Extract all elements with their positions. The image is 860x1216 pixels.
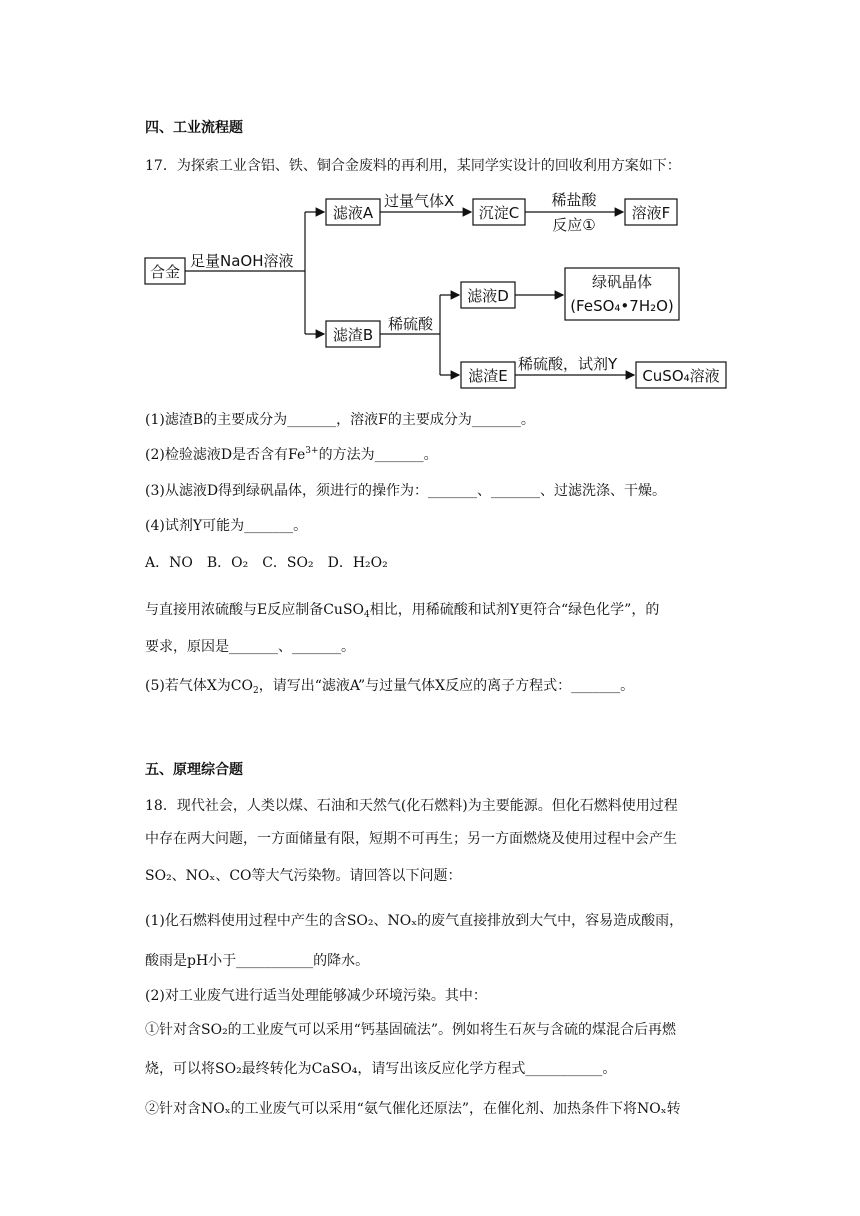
question-18-line-2: 中存在两大问题，一方面储量有限，短期不可再生；另一方面燃烧及使用过程中会产生 xyxy=(145,831,677,847)
label-naoh: 足量NaOH溶液 xyxy=(190,252,294,270)
label-h2so4-reagent-y: 稀硫酸，试剂Y xyxy=(518,355,618,373)
label-solution-f: 溶液F xyxy=(631,204,671,222)
label-excess-gas-x: 过量气体X xyxy=(384,192,455,210)
label-residue-b: 滤渣B xyxy=(332,326,374,344)
label-residue-e: 滤渣E xyxy=(468,367,508,385)
label-green-vitriol: 绿矾晶体 xyxy=(591,273,653,291)
question-18-part-2: (2)对工业废气进行适当处理能够减少环境污染。其中： xyxy=(145,988,487,1004)
question-17-part-4-reason: 要求，原因是_______、_______。 xyxy=(145,639,355,655)
question-18-line-1: 18．现代社会，人类以煤、石油和天然气(化石燃料)为主要能源。但化石燃料使用过程 xyxy=(145,798,678,814)
question-17-part-2: (2)检验滤液D是否含有$Fe^{3+}$的方法为_______。 xyxy=(145,446,438,463)
question-18-part-2-1-line-2: 烧，可以将SO₂最终转化为CaSO₄，请写出该反应化学方程式___________。 xyxy=(145,1061,617,1077)
label-dilute-hcl: 稀盐酸 xyxy=(551,191,597,209)
question-18-part-1-line-2: 酸雨是pH小于___________的降水。 xyxy=(145,953,370,969)
question-18-part-1-line-1: (1)化石燃料使用过程中产生的含SO₂、NOₓ的废气直接排放到大气中，容易造成酸雨， xyxy=(145,913,684,929)
label-alloy: 合金 xyxy=(149,263,181,281)
question-17-options: A．NO B．O₂ C．SO₂ D．H₂O₂ xyxy=(145,555,388,571)
label-green-vitriol-formula: (FeSO₄•7H₂O) xyxy=(570,297,674,315)
process-flow-diagram xyxy=(0,185,860,425)
label-filtrate-a: 滤液A xyxy=(332,204,374,222)
question-17-part-3: (3)从滤液D得到绿矾晶体，须进行的操作为：_______、_______、过滤洗涤、干燥。 xyxy=(145,483,667,499)
label-precip-c: 沉淀C xyxy=(478,204,520,222)
question-18-line-3: SO₂、NOₓ、CO等大气污染物。请回答以下问题： xyxy=(145,868,462,884)
question-17-part-4-comparison: 与直接用浓硫酸与E反应制备CuSO$_4$相比，用稀硫酸和试剂Y更符合“绿色化学”，的 xyxy=(145,602,660,620)
question-17-part-1: (1)滤渣B的主要成分为_______，溶液F的主要成分为_______。 xyxy=(145,412,535,428)
question-17-stem: 17．为探索工业含铝、铁、铜合金废料的再利用，某同学实设计的回收利用方案如下： xyxy=(145,158,681,174)
section-heading-principle-synthesis: 五、原理综合题 xyxy=(145,762,243,778)
label-reaction-1: 反应① xyxy=(552,216,596,234)
label-filtrate-d: 滤液D xyxy=(467,287,509,305)
question-18-part-2-1-line-1: ①针对含SO₂的工业废气可以采用“钙基固硫法”。例如将生石灰与含硫的煤混合后再燃 xyxy=(145,1022,676,1038)
question-17-part-4: (4)试剂Y可能为_______。 xyxy=(145,518,308,534)
label-cuso4-solution: CuSO₄溶液 xyxy=(642,367,720,385)
question-18-part-2-2: ②针对含NOₓ的工业废气可以采用“氨气催化还原法”，在催化剂、加热条件下将NOₓ转 xyxy=(145,1101,681,1117)
question-17-part-5: (5)若气体X为$CO_2$，请写出“滤液A”与过量气体X反应的离子方程式：_______。 xyxy=(145,678,635,696)
label-dilute-h2so4: 稀硫酸 xyxy=(388,315,434,333)
section-heading-industrial-process: 四、工业流程题 xyxy=(145,120,243,136)
